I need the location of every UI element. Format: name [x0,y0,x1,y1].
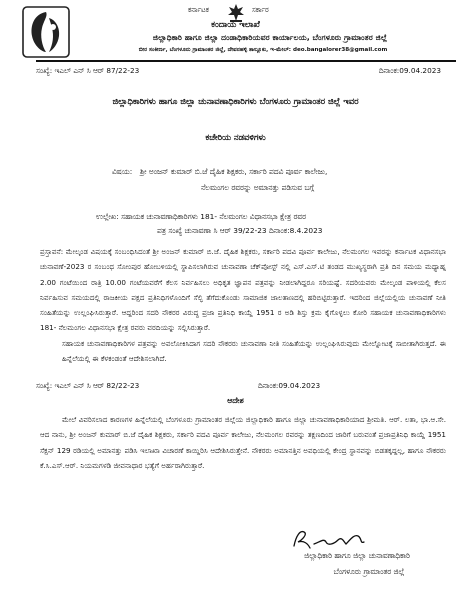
office-name: ಜಿಲ್ಲಾಧಿಕಾರಿ ಹಾಗೂ ಜಿಲ್ಲಾ ದಂಡಾಧಿಕಾರಿಯವರ ಕಾರ್ಯಾಲಯ, ಬೆಂಗಳೂರು ಗ್ರಾಮಾಂತರ ಜಿಲ್ಲೆ [152,33,388,42]
subject-block [112,164,452,196]
order-date: ದಿನಾಂಕ:09.04.2023 [258,381,321,390]
reference-number: ಸಂಖ್ಯೆ: ಇಎಲ್ ಎನ್ ಸಿ ಆರ್ 87/22-23 [36,66,140,75]
state-word-right: ಸರ್ಕಾರ [252,6,269,14]
department-name: ಕಂದಾಯ ಇಲಾಖೆ [211,20,260,30]
proceedings-subtitle: ಕಚೇರಿಯ ನಡವಳಿಗಳು [205,132,266,142]
reference-line [36,66,441,78]
order-reference-line [36,381,441,393]
preamble-continuation: ಸಹಾಯಕ ಚುನಾವಣಾಧಿಕಾರಿಗಳ ಪತ್ರವನ್ನು ಅವಲೋಕಿಸಿದಾಗ ಸದರಿ ನೌಕರರು ಚುನಾವಣಾ ನೀತಿ ಸಂಹಿತೆಯನ್ನು ಉಲ್ಲಂಘಿಸಿರುವುದು ಮೇಲ್ನೋಟಕ್ಕೆ ಸಾಬೀತಾಗಿರುತ್ತದೆ. ಈ ಹಿನ್ನೆಲೆಯಲ್ಲಿ ಈ ಕೆಳಕಂಡಂತೆ ಆದೇಶಿಸಲಾಗಿದೆ. [62,338,446,364]
reference-date: ದಿನಾಂಕ:09.04.2023 [378,66,441,75]
subject-line-2: ನೆಲಮಂಗಲ ರವರನ್ನು ಅಮಾನತ್ತು ಪಡಿಸುವ ಬಗ್ಗೆ [201,183,315,192]
letterhead [0,0,471,66]
office-address: ಬೀರ ಸಂಕೀರ್ಣ, ಬೆಂಗಳೂರು ಗ್ರಾಮಾಂತರ ಜಿಲ್ಲೆ, ದೇವನಹಳ್ಳಿ ತಾಲ್ಲೂಕು, ಇ-ಮೇಲ್: deo.bangalorer38@gmail.com [138,47,388,53]
signatory-designation: ಜಿಲ್ಲಾಧಿಕಾರಿ ಹಾಗೂ ಜಿಲ್ಲಾ ಚುನಾವಣಾಧಿಕಾರಿ [304,551,410,560]
signatory-block [262,548,452,580]
reference-block [96,210,446,238]
header-divider [36,60,456,62]
order-number: ಸಂಖ್ಯೆ: ಇಎಲ್ ಎನ್ ಸಿ ಆರ್ 82/22-23 [36,381,140,390]
state-word-left: ಕರ್ನಾಟಕ [188,6,209,14]
order-paragraph: ಮೇಲೆ ವಿವರಿಸಲಾದ ಕಾರಣಗಳ ಹಿನ್ನೆಲೆಯಲ್ಲಿ ಬೆಂಗಳೂರು ಗ್ರಾಮಾಂತರ ಜಿಲ್ಲೆಯ ಜಿಲ್ಲಾಧಿಕಾರಿ ಹಾಗೂ ಜಿಲ್ಲಾ ಚುನಾವಣಾಧಿಕಾರಿಯಾದ ಶ್ರೀಮತಿ. ಆರ್. ಲತಾ, ಭಾ.ಆ.ಸೇ. ಆದ ನಾನು, ಶ್ರೀ ಅಂಜನ್ ಕುಮಾರ್ ಬಿ.ಜೆ ದೈಹಿಕ ಶಿಕ್ಷಕರು, ಸರ್ಕಾರಿ ಪದವಿ ಪೂರ್ವ ಕಾಲೇಜು, ನೆಲಮಂಗಲ ರವರನ್ನು ತಕ್ಷಣದಿಂದ ಜಾರಿಗೆ ಬರುವಂತೆ ಪ್ರಜಾಪ್ರತಿನಿಧಿ ಕಾಯ್ದೆ 1951 ಸೆಕ್ಷನ್ 129 ರಡಿಯಲ್ಲಿ ಅಮಾನತ್ತು ಪಡಿಸಿ ಇಲಾಖಾ ವಿಚಾರಣೆ ಕಾಯ್ದಿರಿಸಿ ಆದೇಶಿಸಿರುತ್ತೇನೆ. ನೌಕರರು ಅಮಾನತ್ತಿನ ಅವಧಿಯಲ್ಲಿ ಕೇಂದ್ರ ಸ್ಥಾನವನ್ನು ಬಿಡತಕ್ಕದ್ದಲ್ಲ, ಹಾಗೂ ನೌಕರರು ಕೆ.ಸಿ.ಎಸ್.ಆರ್. ನಿಯಮಗಳಡಿ ಜೀವನಾಧಾರ ಭತ್ಯೆಗೆ ಅರ್ಹರಾಗಿರುತ್ತಾರೆ. [40,415,446,470]
subject-line-1: ಶ್ರೀ ಅಂಜನ್ ಕುಮಾರ್ ಬಿ.ಜೆ ದೈಹಿಕ ಶಿಕ್ಷಕರು, ಸರ್ಕಾರಿ ಪದವಿ ಪೂರ್ವ ಕಾಲೇಜು, [140,167,328,176]
reference-line-1: ಉಲ್ಲೇಖ: ಸಹಾಯಕ ಚುನಾವಣಾಧಿಕಾರಿಗಳು 181- ನೆಲಮಂಗಲ ವಿಧಾನಸಭಾ ಕ್ಷೇತ್ರ ರವರ [96,212,307,221]
proceedings-title: ಜಿಲ್ಲಾಧಿಕಾರಿಗಳು ಹಾಗೂ ಜಿಲ್ಲಾ ಚುನಾವಣಾಧಿಕಾರಿಗಳು ಬೆಂಗಳೂರು ಗ್ರಾಮಾಂತರ ಜಿಲ್ಲೆ ಇವರ [112,96,359,106]
signatory-district: ಬೆಂಗಳೂರು ಗ್ರಾಮಾಂತರ ಜಿಲ್ಲೆ [333,567,405,576]
subject-label: ವಿಷಯ: [112,167,133,176]
order-title: ಆದೇಶ [227,396,244,405]
reference-line-2: ಪತ್ರ ಸಂಖ್ಯೆ ಚುನಾವಣಾ ಸಿ ಆರ್ 39/22-23 ದಿನಾಂಕ:8.4.2023 [157,226,323,235]
preamble-text: ಪ್ರಸ್ತಾವನೆ: ಮೇಲ್ಕಂಡ ವಿಷಯಕ್ಕೆ ಸಂಬಂಧಿಸಿದಂತೆ ಶ್ರೀ ಅಂಜನ್ ಕುಮಾರ್ ಬಿ.ಜೆ. ದೈಹಿಕ ಶಿಕ್ಷಕರು, ಸರ್ಕಾರಿ ಪದವಿ ಪೂರ್ವ ಕಾಲೇಜು, ನೆಲಮಂಗಲ ಇವರನ್ನು ಕರ್ನಾಟಕ ವಿಧಾನಸಭಾ ಚುನಾವಣೆ-2023 ರ ಸಂಬಂಧ ಸೋಂಪುರ ಹೋಬಳಿಯಲ್ಲಿ ಸ್ಥಾಪಿಸಲಾಗಿರುವ ಚುನಾವಣಾ ಚೆಕ್‌ಪೋಸ್ಟ್ ನಲ್ಲಿ ಎಸ್.ಎಸ್.ಟಿ ತಂಡದ ಮುಖ್ಯಸ್ಥರಾಗಿ ಪ್ರತಿ ದಿನ ಸಮಯ ಮಧ್ಯಾಹ್ನ 2.00 ಗಂಟೆಯಿಂದ ರಾತ್ರಿ 10.00 ಗಂಟೆಯವರೆಗೆ ಕೆಲಸ ನಿರ್ವಹಿಸಲು ಅಧಿಕೃತ ಜ್ಞಾಪನ ಪತ್ರವನ್ನು ನೀಡಲಾಗಿದ್ದರೂ ಸರಿಯಷ್ಟೆ. ಸದರಿಯವರು ಮೇಲ್ಕಂಡ ಪಾಳಿಯಲ್ಲಿ ಕೆಲಸ ನಿರ್ವಹಿಸುವ ಸಮಯದಲ್ಲಿ ರಾಜಕೀಯ ಪಕ್ಷದ ಪ್ರತಿನಿಧಿಗಳೊಂದಿಗೆ ಸೆಲ್ಫಿ ತೆಗೆದುಕೊಂಡು ಸಾಮಾಜಿಕ ಜಾಲತಾಣದಲ್ಲಿ ಹರಿಬಿಟ್ಟಿರುತ್ತಾರೆ. ಇದರಿಂದ ಜಿಲ್ಲೆಯಲ್ಲಿಯ ಚುನಾವಣೆ ನೀತಿ ಸಂಹಿತೆಯನ್ನು ಉಲ್ಲಂಘಿಸಿರುತ್ತಾರೆ. ಆದ್ದರಿಂದ ಸದರಿ ನೌಕರರ ವಿರುದ್ಧ ಪ್ರಜಾ ಪ್ರತಿನಿಧಿ ಕಾಯ್ದೆ 1951 ರ ಅಡಿ ಶಿಸ್ತು ಕ್ರಮ ಕೈಗೊಳ್ಳಲು ಕೋರಿ ಸಹಾಯಕ ಚುನಾವಣಾಧಿಕಾರಿಗಳು 181- ನೆಲಮಂಗಲ ವಿಧಾನಸಭಾ ಕ್ಷೇತ್ರ ರವರು ವರದಿಯನ್ನು ಸಲ್ಲಿಸಿರುತ್ತಾರೆ. [40,247,446,333]
preamble-paragraph [40,244,446,366]
